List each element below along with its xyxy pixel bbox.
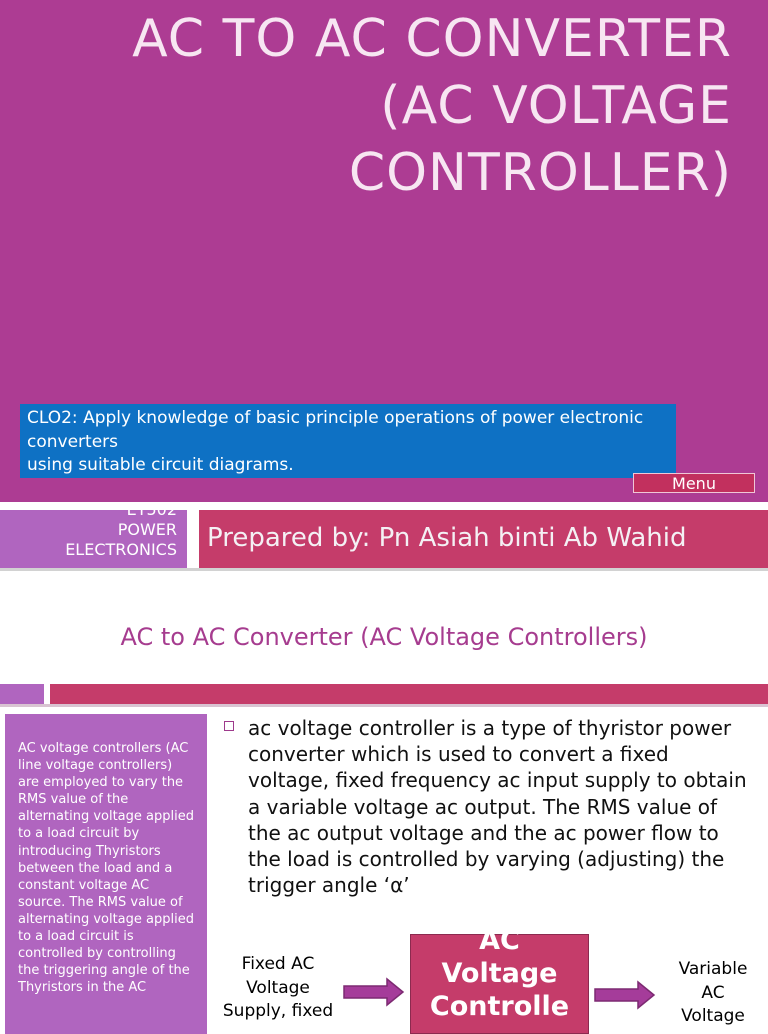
sidebar-description: AC voltage controllers (AC line voltage controllers) are employed to vary the RMS value of the alternating voltage applied to a load circuit by introducing Thyristors between the load and a constant voltage AC source. The RMS value of alternating voltage applied to a load circuit is controlled by controlling the triggering angle of the Thyristors in the AC: [5, 714, 207, 1034]
diagram-input-label: Fixed AC Voltage Supply, fixed: [222, 954, 334, 1022]
slide-title-line-2: (AC VOLTAGE: [380, 76, 732, 136]
slide-title: [32, 6, 732, 207]
heading-band-left: [0, 684, 44, 704]
bullet-square-icon: [224, 721, 234, 731]
section-heading: AC to AC Converter (AC Voltage Controllers): [120, 623, 648, 651]
right-arrow-icon: [594, 980, 656, 1010]
right-arrow-icon: [343, 977, 405, 1007]
heading-band-shadow: [0, 704, 768, 707]
diagram-output-label: Variable AC Voltage: [678, 959, 748, 1027]
clo-statement: CLO2: Apply knowledge of basic principle operations of power electronic converters using suitable circuit diagrams.: [20, 404, 676, 478]
menu-button[interactable]: Menu: [633, 473, 755, 493]
banner-shadow: [0, 568, 768, 571]
prepared-by-banner: Prepared by: Pn Asiah binti Ab Wahid: [199, 510, 768, 568]
title-slide: [0, 0, 768, 502]
course-name-line-1: POWER: [117, 520, 177, 539]
diagram-controller-label: AC Voltage Controlle: [429, 925, 570, 1022]
bullet-paragraph: ac voltage controller is a type of thyristor power converter which is used to convert a fixed voltage, fixed frequency ac input supply to obtain a variable voltage ac output. The RMS value of the ac output voltage and the ac power flow to the load is controlled by varying (adjusting) the trigger angle ‘α’: [248, 716, 747, 898]
slide-title-line-3: CONTROLLER): [348, 143, 732, 203]
course-code: ET502: [126, 500, 177, 519]
course-label: [0, 500, 187, 568]
course-name-line-2: ELECTRONICS: [65, 540, 177, 559]
slide-title-line-1: AC TO AC CONVERTER: [132, 9, 732, 69]
diagram-controller-block: [410, 925, 589, 1034]
heading-band-right: [50, 684, 768, 704]
